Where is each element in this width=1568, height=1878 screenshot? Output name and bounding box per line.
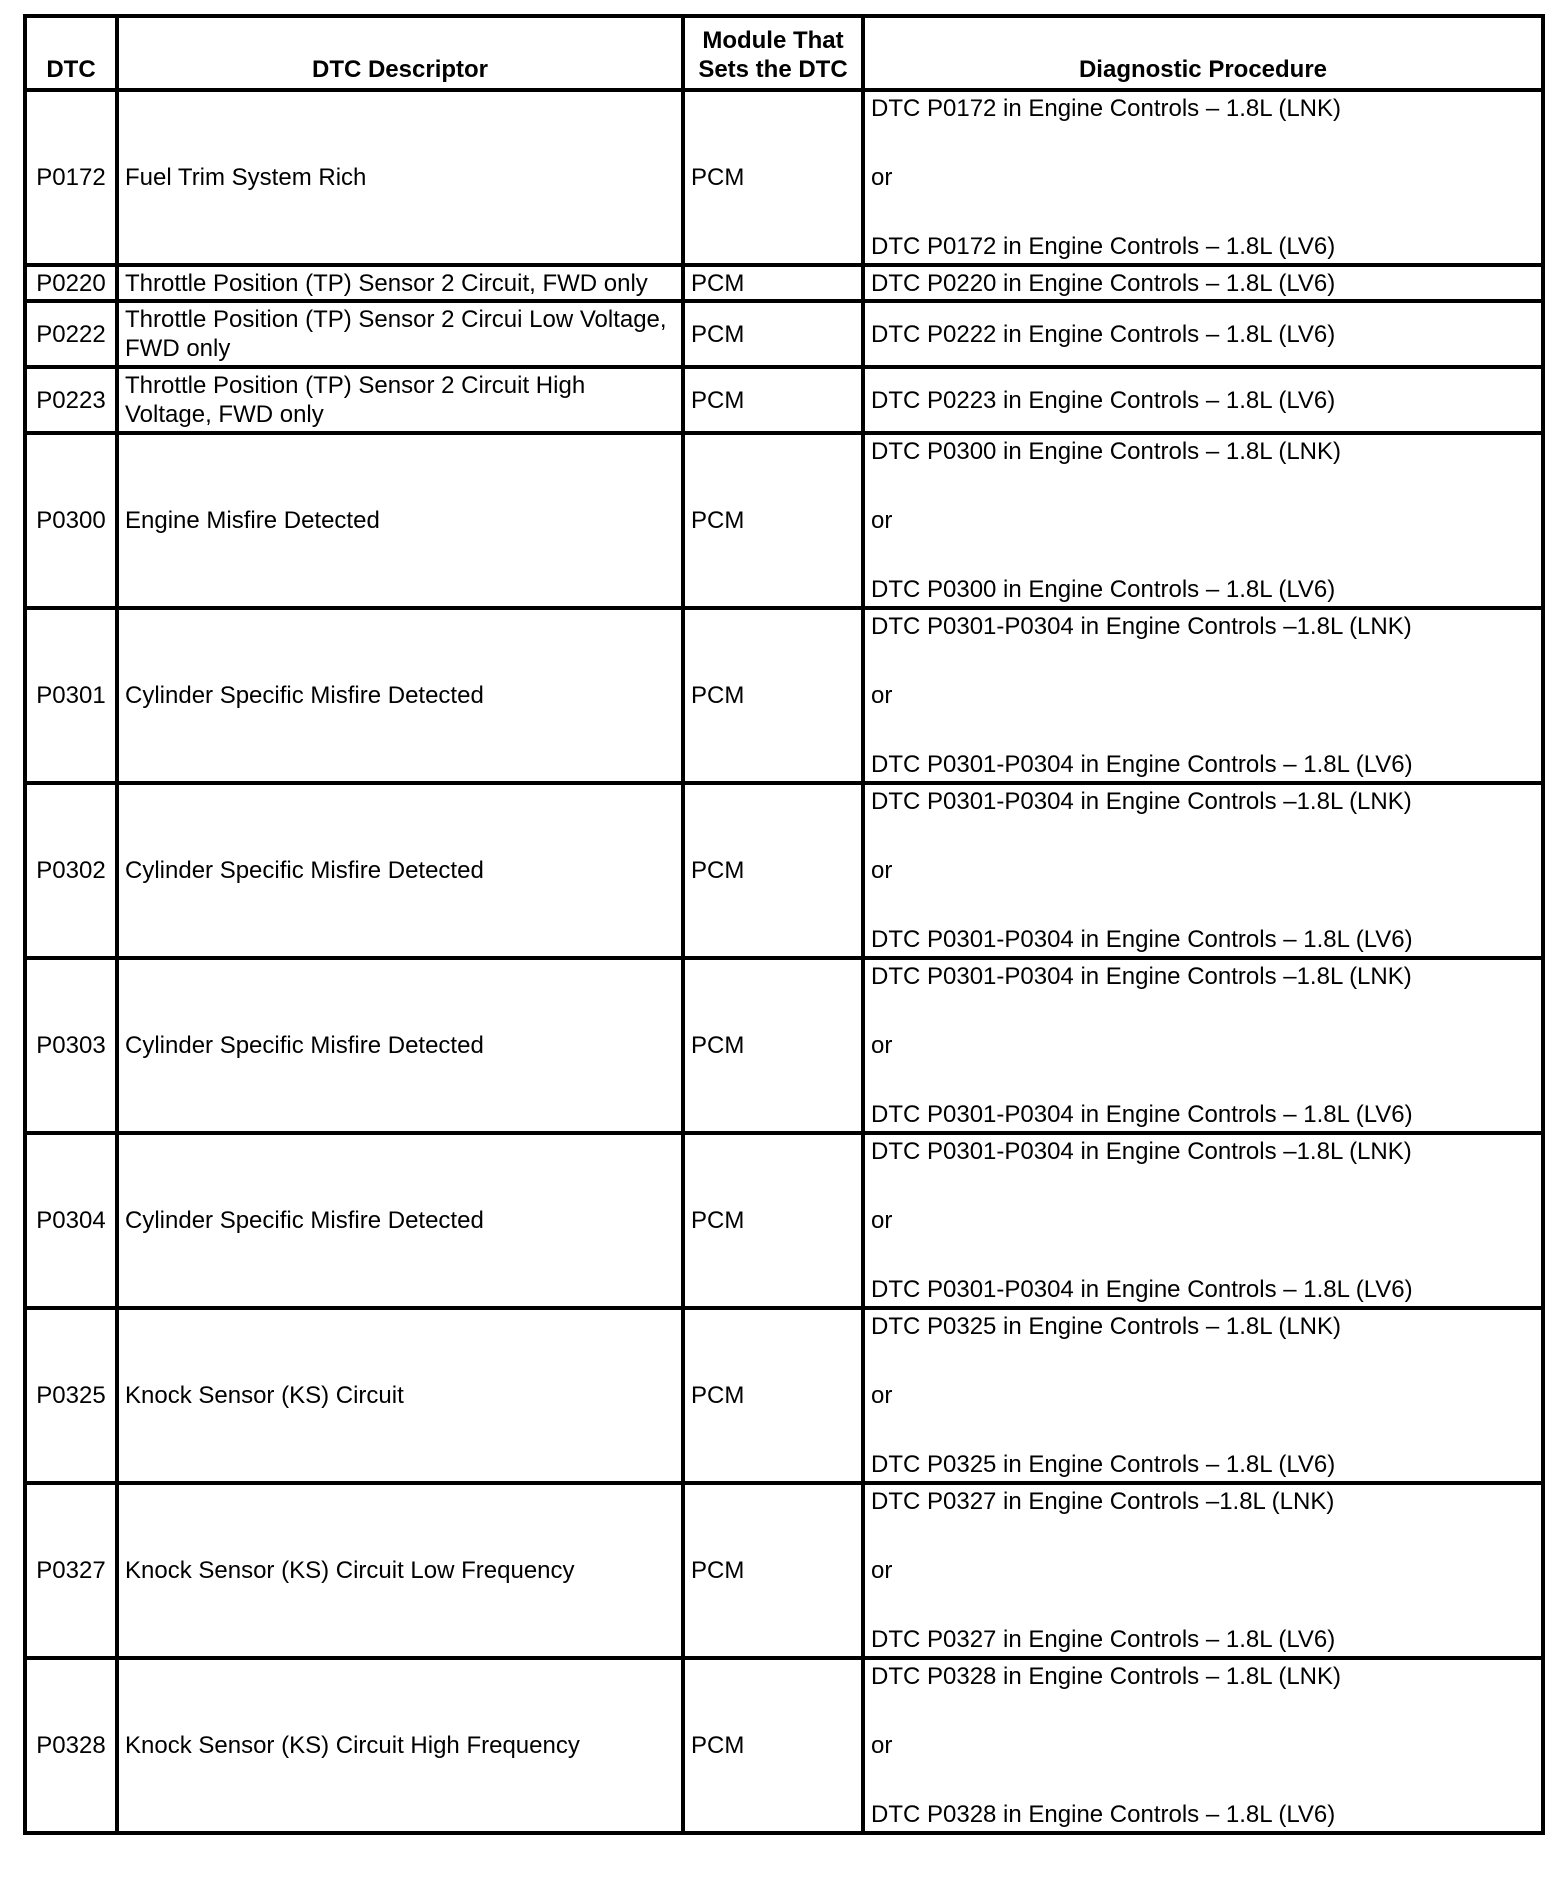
header-descriptor: DTC Descriptor	[117, 16, 683, 90]
procedure-cell: DTC P0223 in Engine Controls – 1.8L (LV6)	[863, 367, 1543, 433]
procedure-link-lv6: DTC P0172 in Engine Controls – 1.8L (LV6)	[871, 233, 1336, 260]
table-row	[25, 90, 1543, 265]
procedure-or: or	[871, 682, 893, 709]
dtc-descriptor-cell: Cylinder Specific Misfire Detected	[117, 1133, 683, 1308]
module-cell: PCM	[683, 367, 863, 433]
procedure-link-lv6: DTC P0301-P0304 in Engine Controls – 1.8L (LV6)	[871, 926, 1413, 953]
table-row	[25, 608, 1543, 783]
procedure-cell	[863, 1658, 1543, 1833]
module-cell: PCM	[683, 301, 863, 367]
table-row	[25, 1308, 1543, 1483]
module-cell: PCM	[683, 1308, 863, 1483]
table-header-row	[25, 16, 1543, 90]
procedure-link-lnk: DTC P0301-P0304 in Engine Controls –1.8L (LNK)	[871, 613, 1412, 640]
procedure-or: or	[871, 1207, 893, 1234]
dtc-descriptor-cell: Throttle Position (TP) Sensor 2 Circui Low Voltage, FWD only	[117, 301, 683, 367]
module-cell: PCM	[683, 608, 863, 783]
dtc-descriptor-cell: Knock Sensor (KS) Circuit High Frequency	[117, 1658, 683, 1833]
table-row	[25, 1658, 1543, 1833]
dtc-descriptor-cell: Throttle Position (TP) Sensor 2 Circuit High Voltage, FWD only	[117, 367, 683, 433]
procedure-or: or	[871, 1032, 893, 1059]
table-row	[25, 301, 1543, 367]
dtc-code-cell: P0301	[25, 608, 117, 783]
dtc-code-cell: P0304	[25, 1133, 117, 1308]
dtc-code-cell: P0222	[25, 301, 117, 367]
procedure-or: or	[871, 507, 893, 534]
dtc-descriptor-cell: Throttle Position (TP) Sensor 2 Circuit, FWD only	[117, 265, 683, 301]
procedure-link-lv6: DTC P0300 in Engine Controls – 1.8L (LV6)	[871, 576, 1336, 603]
procedure-link-lnk: DTC P0325 in Engine Controls – 1.8L (LNK)	[871, 1313, 1342, 1340]
dtc-code-cell: P0223	[25, 367, 117, 433]
dtc-code-cell: P0300	[25, 433, 117, 608]
procedure-cell: DTC P0222 in Engine Controls – 1.8L (LV6)	[863, 301, 1543, 367]
dtc-code-cell: P0172	[25, 90, 117, 265]
module-cell: PCM	[683, 1133, 863, 1308]
dtc-code-cell: P0220	[25, 265, 117, 301]
procedure-cell	[863, 1483, 1543, 1658]
procedure-cell	[863, 1308, 1543, 1483]
procedure-cell: DTC P0220 in Engine Controls – 1.8L (LV6)	[863, 265, 1543, 301]
dtc-descriptor-cell: Cylinder Specific Misfire Detected	[117, 958, 683, 1133]
procedure-cell	[863, 433, 1543, 608]
procedure-link-lnk: DTC P0327 in Engine Controls –1.8L (LNK)	[871, 1488, 1335, 1515]
procedure-cell	[863, 608, 1543, 783]
dtc-table	[23, 14, 1545, 1835]
procedure-link-lv6: DTC P0301-P0304 in Engine Controls – 1.8L (LV6)	[871, 1276, 1413, 1303]
dtc-descriptor-cell: Cylinder Specific Misfire Detected	[117, 783, 683, 958]
procedure-link-lv6: DTC P0325 in Engine Controls – 1.8L (LV6)	[871, 1451, 1336, 1478]
header-dtc: DTC	[25, 16, 117, 90]
procedure-link-lv6: DTC P0327 in Engine Controls – 1.8L (LV6)	[871, 1626, 1336, 1653]
module-cell: PCM	[683, 265, 863, 301]
procedure-link-lnk: DTC P0328 in Engine Controls – 1.8L (LNK)	[871, 1663, 1342, 1690]
module-cell: PCM	[683, 1483, 863, 1658]
procedure-cell	[863, 1133, 1543, 1308]
header-module-line2: Sets the DTC	[698, 56, 848, 83]
procedure-cell	[863, 90, 1543, 265]
table-row	[25, 265, 1543, 301]
dtc-code-cell: P0327	[25, 1483, 117, 1658]
table-row	[25, 1483, 1543, 1658]
dtc-descriptor-cell: Knock Sensor (KS) Circuit	[117, 1308, 683, 1483]
procedure-link-lnk: DTC P0301-P0304 in Engine Controls –1.8L (LNK)	[871, 1138, 1412, 1165]
dtc-descriptor-cell: Engine Misfire Detected	[117, 433, 683, 608]
header-module	[683, 16, 863, 90]
dtc-code-cell: P0302	[25, 783, 117, 958]
procedure-cell	[863, 958, 1543, 1133]
module-cell: PCM	[683, 958, 863, 1133]
procedure-link-lnk: DTC P0300 in Engine Controls – 1.8L (LNK)	[871, 438, 1342, 465]
header-procedure: Diagnostic Procedure	[863, 16, 1543, 90]
procedure-cell	[863, 783, 1543, 958]
module-cell: PCM	[683, 783, 863, 958]
dtc-descriptor-cell: Knock Sensor (KS) Circuit Low Frequency	[117, 1483, 683, 1658]
table-row	[25, 433, 1543, 608]
procedure-link-lv6: DTC P0328 in Engine Controls – 1.8L (LV6)	[871, 1801, 1336, 1828]
module-cell: PCM	[683, 433, 863, 608]
procedure-or: or	[871, 1382, 893, 1409]
procedure-or: or	[871, 1732, 893, 1759]
module-cell: PCM	[683, 1658, 863, 1833]
table-row	[25, 367, 1543, 433]
table-row	[25, 958, 1543, 1133]
dtc-descriptor-cell: Cylinder Specific Misfire Detected	[117, 608, 683, 783]
procedure-link-lnk: DTC P0172 in Engine Controls – 1.8L (LNK)	[871, 95, 1342, 122]
header-module-line1: Module That	[702, 27, 844, 54]
table-row	[25, 1133, 1543, 1308]
procedure-link-lnk: DTC P0301-P0304 in Engine Controls –1.8L (LNK)	[871, 788, 1412, 815]
dtc-descriptor-cell: Fuel Trim System Rich	[117, 90, 683, 265]
procedure-or: or	[871, 1557, 893, 1584]
table-row	[25, 783, 1543, 958]
procedure-link-lnk: DTC P0301-P0304 in Engine Controls –1.8L (LNK)	[871, 963, 1412, 990]
procedure-or: or	[871, 857, 893, 884]
dtc-code-cell: P0328	[25, 1658, 117, 1833]
procedure-or: or	[871, 164, 893, 191]
procedure-link-lv6: DTC P0301-P0304 in Engine Controls – 1.8L (LV6)	[871, 1101, 1413, 1128]
module-cell: PCM	[683, 90, 863, 265]
dtc-code-cell: P0325	[25, 1308, 117, 1483]
procedure-link-lv6: DTC P0301-P0304 in Engine Controls – 1.8L (LV6)	[871, 751, 1413, 778]
dtc-code-cell: P0303	[25, 958, 117, 1133]
